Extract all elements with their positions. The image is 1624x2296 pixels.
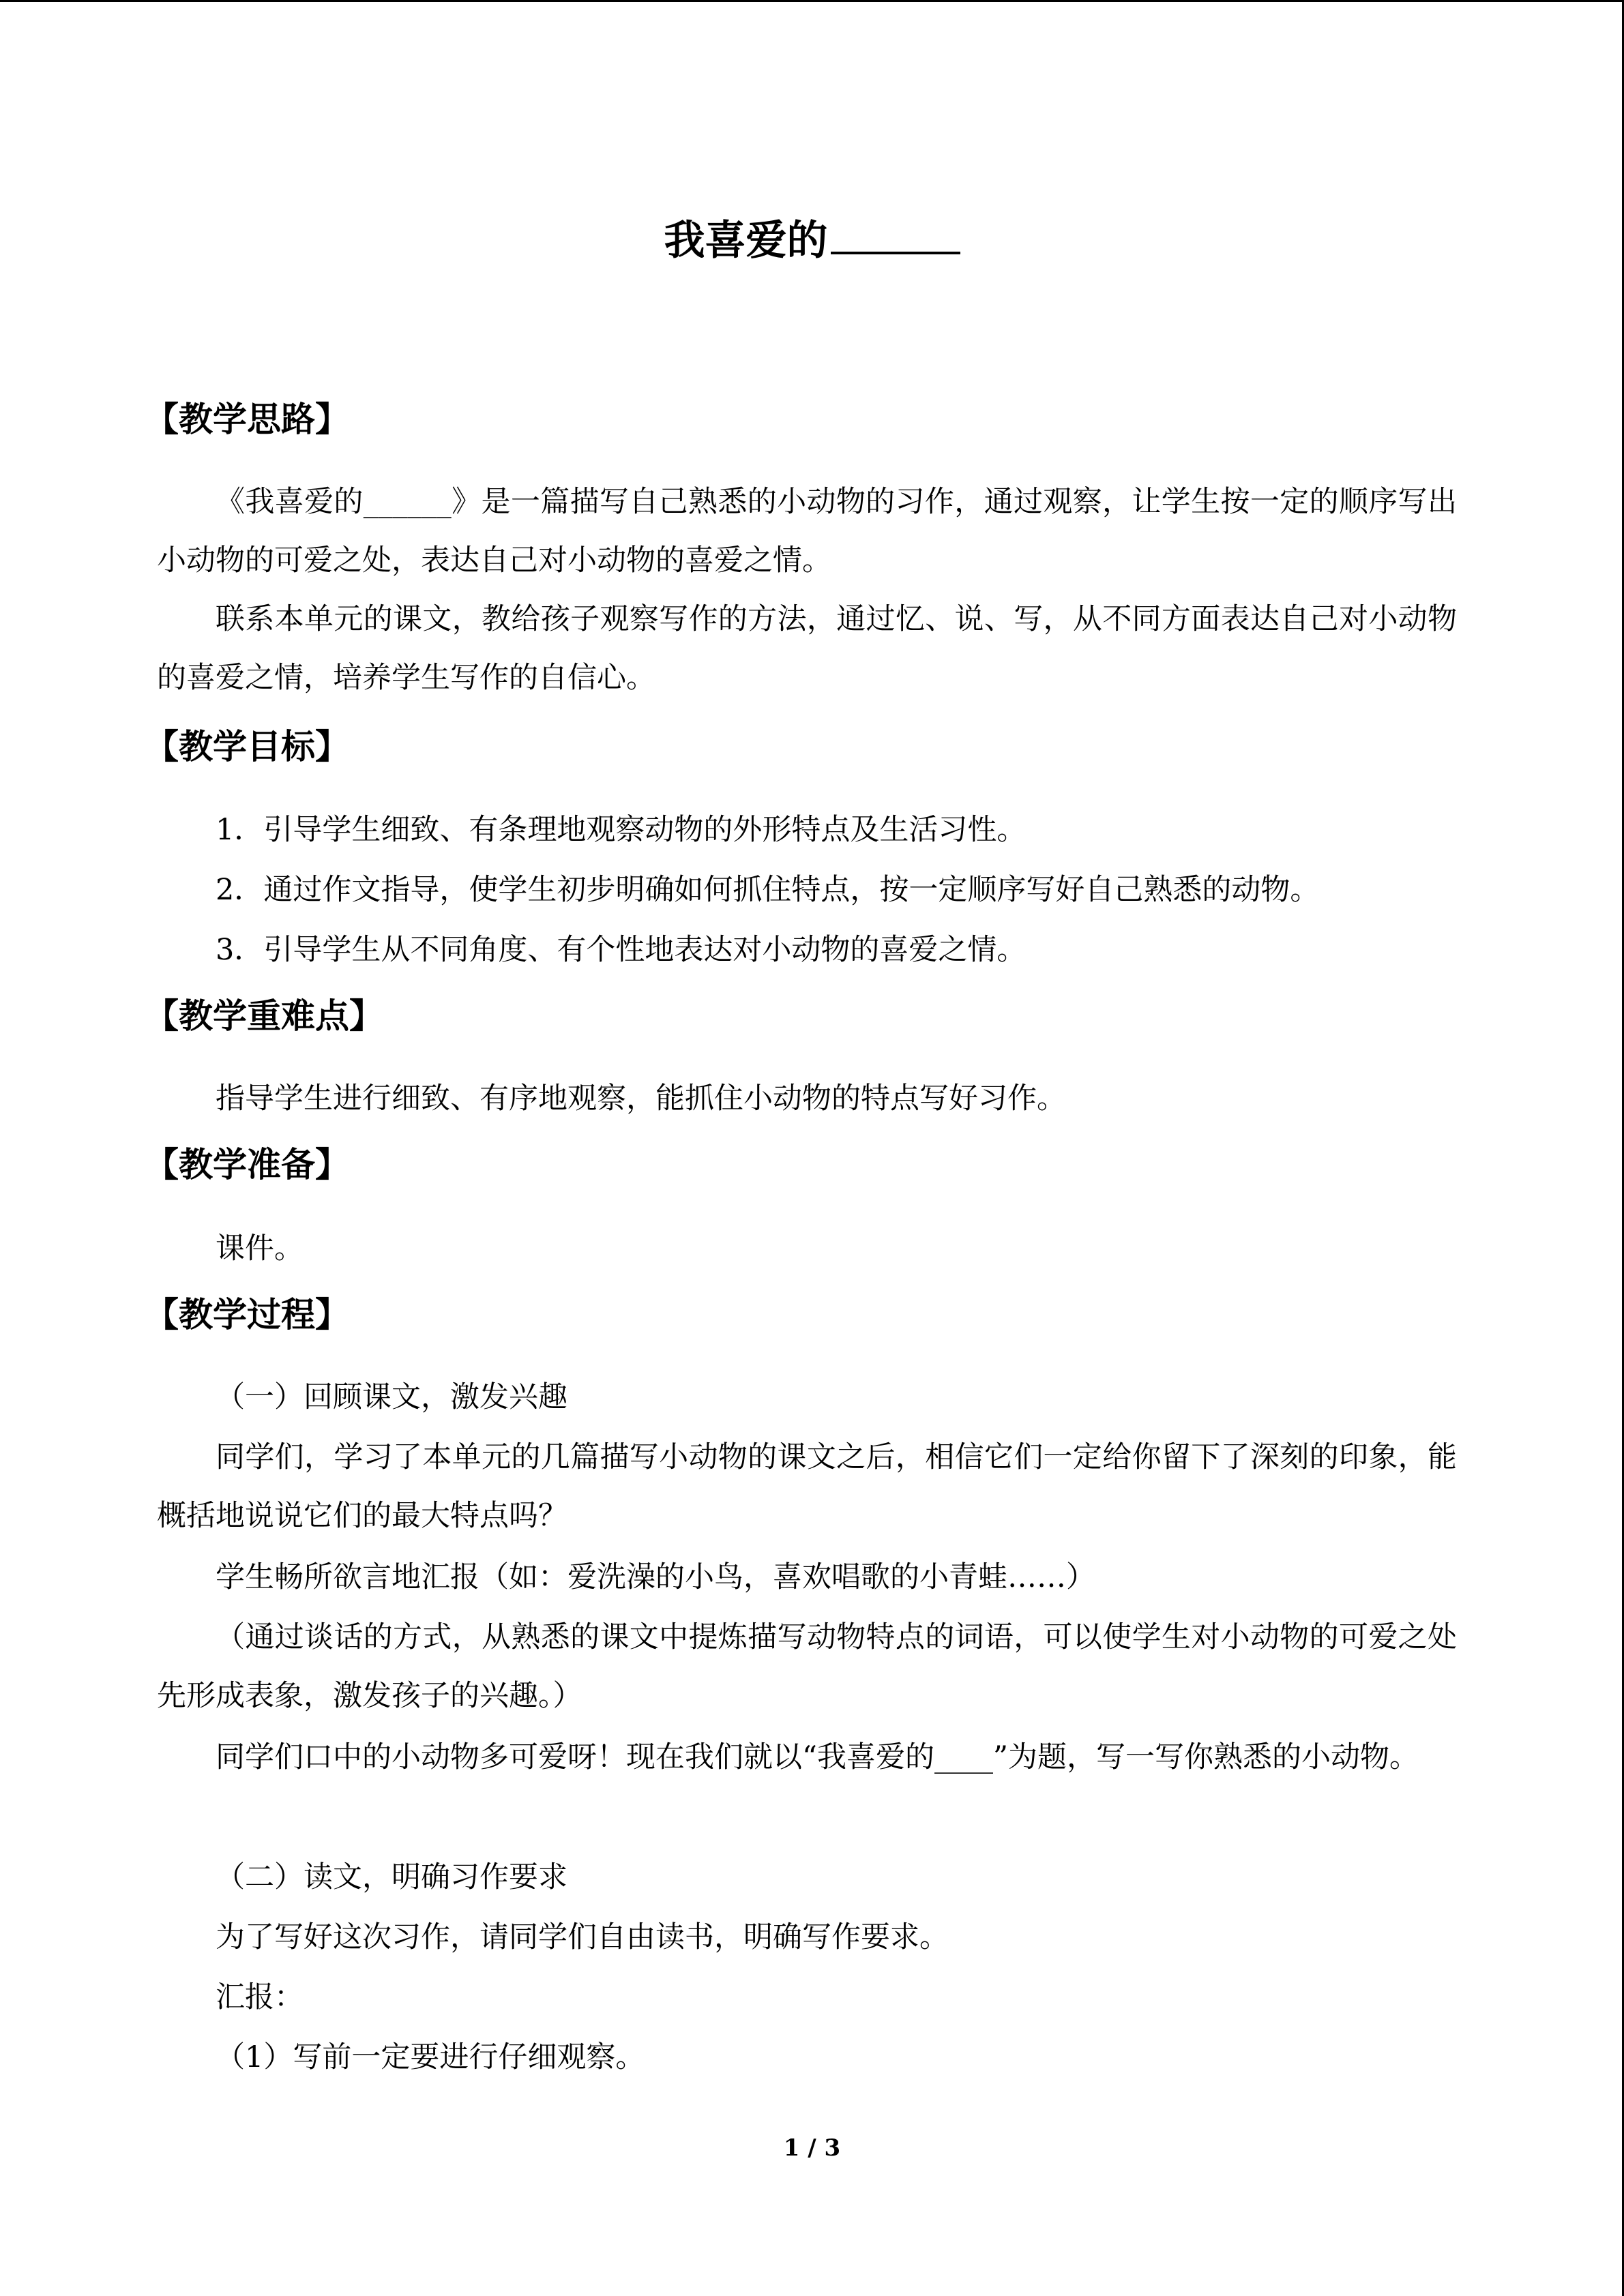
process-paragraph-3: （通过谈话的方式，从熟悉的课文中提炼描写动物特点的词语，可以使学生对小动物的可爱之处先形成表象，激发孩子的兴趣。） <box>157 1620 1457 1713</box>
process-paragraph-6: 汇报： <box>216 1980 304 2014</box>
objective-item-3: 3．引导学生从不同角度、有个性地表达对小动物的喜爱之情。 <box>216 933 1027 967</box>
heading-preparation: 【教学准备】 <box>145 1145 349 1184</box>
preparation-text: 课件。 <box>216 1232 304 1266</box>
page-top-border <box>0 0 1624 2</box>
approach-paragraph-2: 联系本单元的课文，教给孩子观察写作的方法，通过忆、说、写，从不同方面表达自己对小动物的喜爱之情，培养学生写作的自信心。 <box>157 602 1457 695</box>
key-points-text: 指导学生进行细致、有序地观察，能抓住小动物的特点写好习作。 <box>216 1082 1066 1116</box>
document-title <box>0 210 1624 271</box>
heading-teaching-objectives: 【教学目标】 <box>145 727 349 766</box>
objective-item-2: 2．通过作文指导，使学生初步明确如何抓住特点，按一定顺序写好自己熟悉的动物。 <box>216 873 1320 907</box>
heading-key-points: 【教学重难点】 <box>145 996 383 1036</box>
approach-paragraph-1: 《我喜爱的______》是一篇描写自己熟悉的小动物的习作，通过观察，让学生按一定的顺序写出小动物的可爱之处，表达自己对小动物的喜爱之情。 <box>157 485 1457 578</box>
process-paragraph-5: 为了写好这次习作，请同学们自由读书，明确写作要求。 <box>216 1920 949 1954</box>
title-blank-line <box>831 248 960 254</box>
title-text: 我喜爱的 <box>664 217 828 265</box>
process-paragraph-7: （1）写前一定要进行仔细观察。 <box>216 2040 645 2074</box>
process-paragraph-2: 学生畅所欲言地汇报（如：爱洗澡的小鸟，喜欢唱歌的小青蛙……） <box>216 1560 1095 1594</box>
objective-item-1: 1．引导学生细致、有条理地观察动物的外形特点及生活习性。 <box>216 813 1027 847</box>
heading-teaching-process: 【教学过程】 <box>145 1295 349 1335</box>
process-paragraph-1: 同学们，学习了本单元的几篇描写小动物的课文之后，相信它们一定给你留下了深刻的印象，能概括地说说它们的最大特点吗？ <box>157 1440 1457 1533</box>
page-number: 1 / 3 <box>783 2134 841 2162</box>
process-step-1-title: （一）回顾课文，激发兴趣 <box>216 1380 567 1414</box>
process-step-2-title: （二）读文，明确习作要求 <box>216 1860 567 1894</box>
heading-teaching-approach: 【教学思路】 <box>145 400 349 439</box>
process-paragraph-4: 同学们口中的小动物多可爱呀！现在我们就以“我喜爱的____”为题，写一写你熟悉的小动物。 <box>216 1740 1419 1774</box>
